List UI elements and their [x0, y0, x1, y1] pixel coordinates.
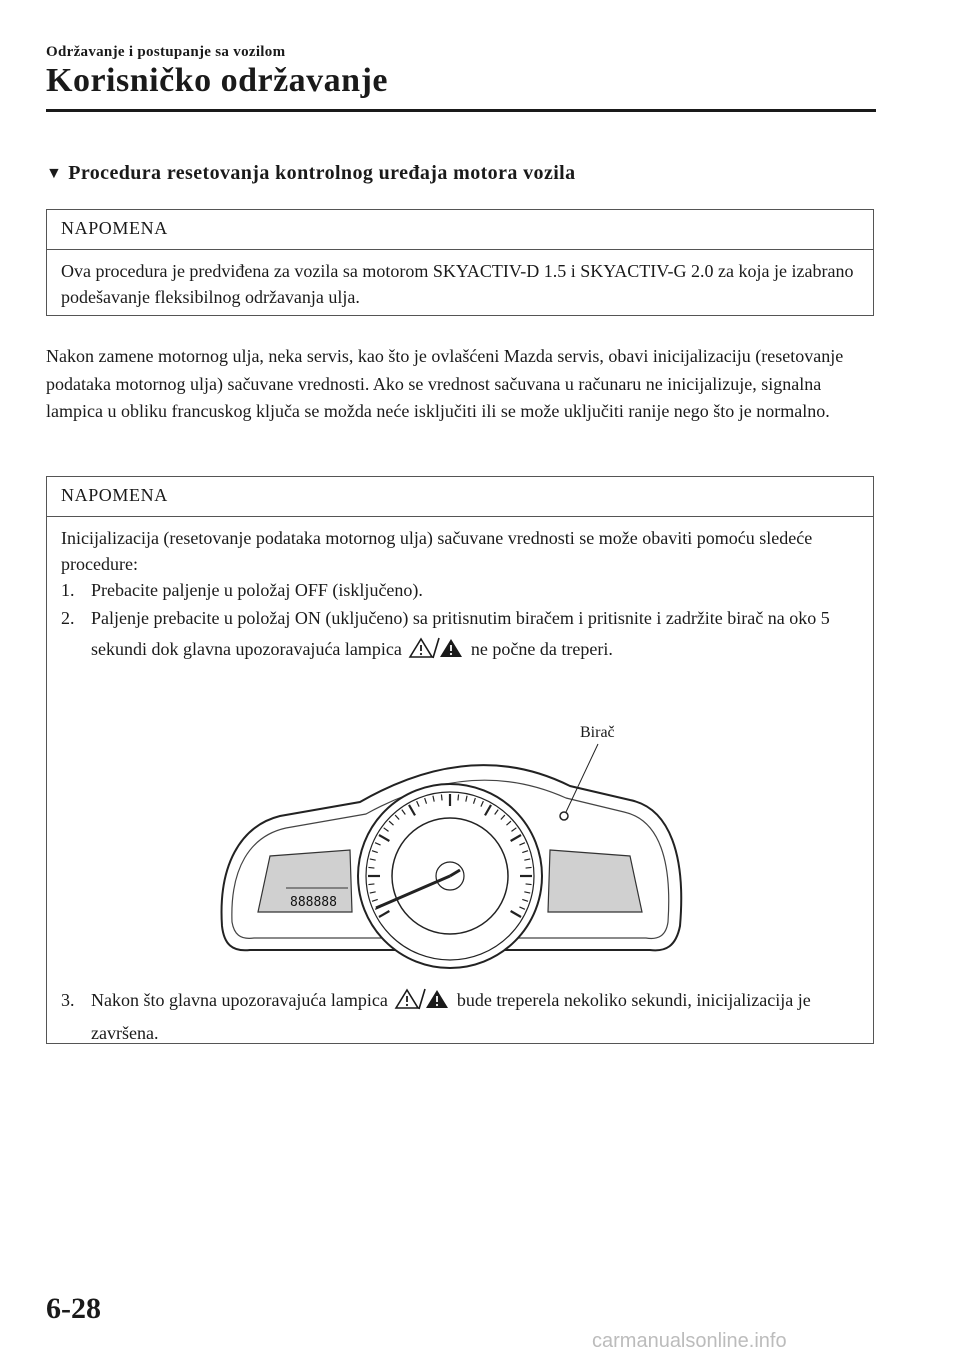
step-number: 2. — [61, 608, 75, 628]
header-divider — [46, 109, 876, 112]
gauge-tick — [441, 794, 442, 800]
master-warning-light-icon — [408, 637, 464, 669]
triangle-marker-icon: ▼ — [46, 165, 63, 182]
note-text: Ova procedura je predviđena za vozila sa motorom SKYACTIV-D 1.5 i SKYACTIV-G 2.0 za koja je izabrano podešavanje fleksibilnog održavanja ulja. — [61, 261, 854, 307]
watermark: carmanualsonline.info — [592, 1330, 787, 1352]
instrument-cluster-diagram — [210, 716, 690, 976]
gauge-tick — [526, 884, 532, 885]
master-warning-light-icon — [394, 988, 450, 1019]
step-text: Prebacite paljenje u položaj OFF (isključeno). — [91, 580, 423, 600]
note-box-2-continued — [46, 976, 874, 1044]
odometer-readout: 888888 — [290, 895, 337, 910]
step-text: Paljenje prebacite u položaj ON (uključeno) sa pritisnutim biračem i pritisnite i zadržite birač na oko 5 sekundi dok glavna upozoravajuća lampica — [91, 608, 830, 659]
step-text-continued: bude treperela nekoliko sekundi, inicijalizacija je završena. — [91, 990, 811, 1043]
callout-label: Birač — [580, 724, 615, 741]
gauge-tick — [368, 884, 374, 885]
step-2 — [61, 603, 859, 669]
step-number: 3. — [61, 990, 75, 1010]
page-title: Korisničko održavanje — [46, 62, 388, 99]
gauge-tick — [526, 867, 532, 868]
selector-knob — [560, 812, 568, 820]
note-label: NAPOMENA — [47, 477, 873, 517]
note-intro: Inicijalizacija (resetovanje podataka motornog ulja) sačuvane vrednosti se može obaviti pomoću sledeće procedure: — [61, 528, 813, 574]
step-number: 1. — [61, 580, 75, 600]
section-heading — [46, 162, 576, 185]
gauge-tick — [368, 867, 374, 868]
note-box-1 — [46, 209, 874, 316]
note-label: NAPOMENA — [47, 210, 873, 250]
section-label: Održavanje i postupanje sa vozilom — [46, 44, 286, 60]
page-number: 6-28 — [46, 1292, 101, 1325]
step-1 — [61, 577, 859, 603]
section-heading-text: Procedura resetovanja kontrolnog uređaja motora vozila — [68, 162, 576, 184]
body-paragraph: Nakon zamene motornog ulja, neka servis, kao što je ovlašćeni Mazda servis, obavi inicijalizaciju (resetovanje podataka motornog ulja) sačuvane vrednosti. Ako se vrednost sačuvana u računaru ne inicijalizuje, signalna lampica u obliku francuskog ključa se možda neće isključiti ili se može uključiti ranije nego što je normalno. — [46, 346, 844, 421]
step-text-continued: ne počne da treperi. — [470, 639, 613, 659]
gauge-tick — [458, 794, 459, 800]
step-text: Nakon što glavna upozoravajuća lampica — [91, 990, 388, 1010]
step-3 — [61, 986, 859, 1048]
